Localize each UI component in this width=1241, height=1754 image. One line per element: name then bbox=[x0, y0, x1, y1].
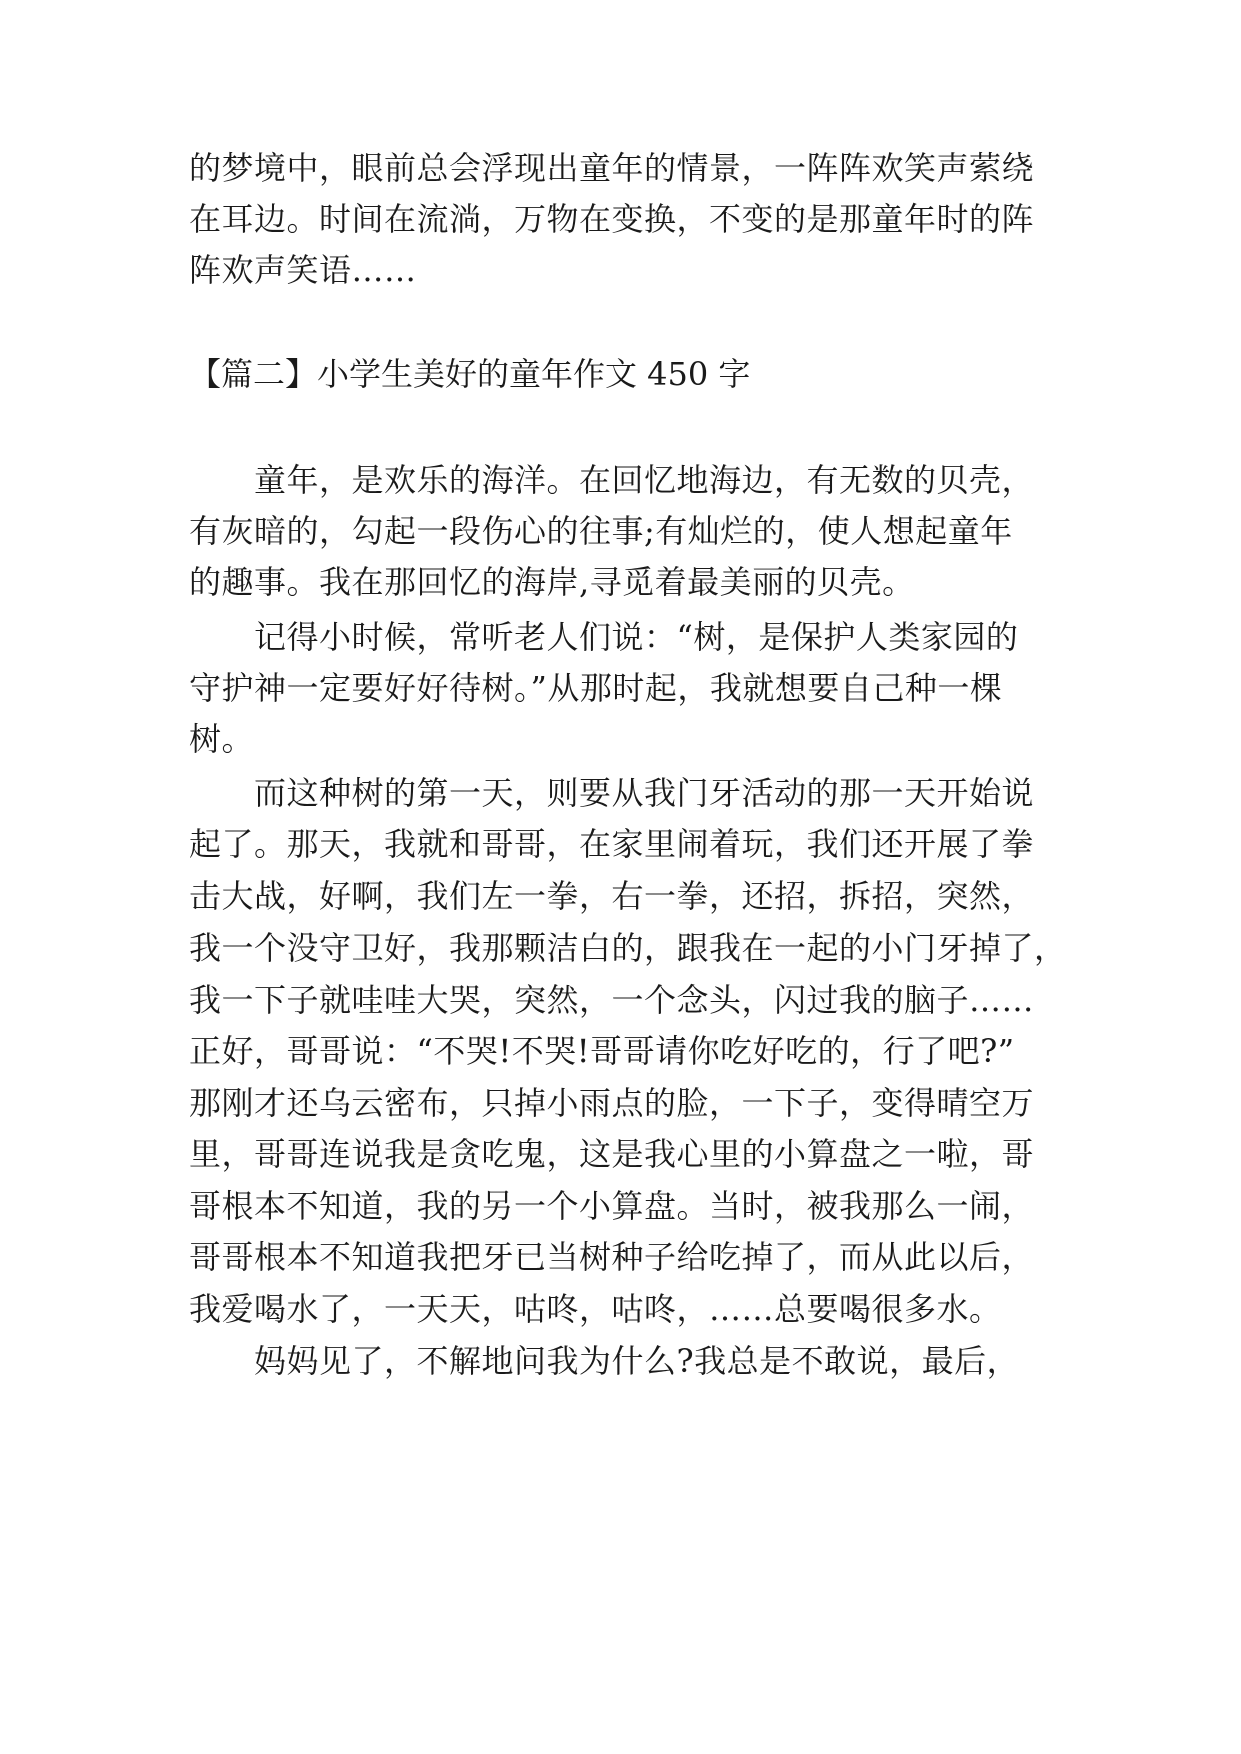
text-line: 我爱喝水了，一天天，咕咚，咕咚，……总要喝很多水。 bbox=[189, 1290, 1002, 1328]
text-line: 的梦境中，眼前总会浮现出童年的情景，一阵阵欢笑声萦绕 bbox=[189, 149, 1035, 187]
text-line: 的趣事。我在那回忆的海岸,寻觅着最美丽的贝壳。 bbox=[189, 563, 915, 601]
text-line: 哥根本不知道，我的另一个小算盘。当时，被我那么一闹， bbox=[189, 1187, 1035, 1225]
text-line: 击大战，好啊，我们左一拳，右一拳，还招，拆招，突然， bbox=[189, 877, 1035, 915]
section-heading: 【篇二】小学生美好的童年作文 450 字 bbox=[189, 355, 751, 393]
text-line: 哥哥根本不知道我把牙已当树种子给吃掉了，而从此以后， bbox=[189, 1238, 1035, 1276]
text-line: 树。 bbox=[189, 720, 255, 758]
text-line: 里，哥哥连说我是贪吃鬼，这是我心里的小算盘之一啦，哥 bbox=[189, 1135, 1035, 1173]
text-line: 在耳边。时间在流淌，万物在变换，不变的是那童年时的阵 bbox=[189, 200, 1035, 238]
text-line: 正好，哥哥说：“不哭!不哭!哥哥请你吃好吃的，行了吧?” bbox=[189, 1032, 1015, 1070]
text-line: 记得小时候，常听老人们说：“树，是保护人类家园的 bbox=[254, 618, 1019, 656]
text-line: 而这种树的第一天，则要从我门牙活动的那一天开始说 bbox=[254, 774, 1035, 812]
text-line: 我一个没守卫好，我那颗洁白的，跟我在一起的小门牙掉了， bbox=[189, 929, 1067, 967]
text-line: 阵欢声笑语…… bbox=[189, 251, 417, 289]
text-line: 那刚才还乌云密布，只掉小雨点的脸，一下子，变得晴空万 bbox=[189, 1084, 1035, 1122]
text-line: 妈妈见了，不解地问我为什么?我总是不敢说，最后， bbox=[254, 1342, 1020, 1380]
text-line: 有灰暗的，勾起一段伤心的往事;有灿烂的，使人想起童年 bbox=[189, 512, 1013, 550]
text-line: 守护神一定要好好待树。”从那时起，我就想要自己种一棵 bbox=[189, 669, 1003, 707]
text-line: 童年，是欢乐的海洋。在回忆地海边，有无数的贝壳， bbox=[254, 461, 1035, 499]
text-line: 起了。那天，我就和哥哥，在家里闹着玩，我们还开展了拳 bbox=[189, 825, 1035, 863]
text-line: 我一下子就哇哇大哭，突然，一个念头，闪过我的脑子…… bbox=[189, 981, 1035, 1019]
